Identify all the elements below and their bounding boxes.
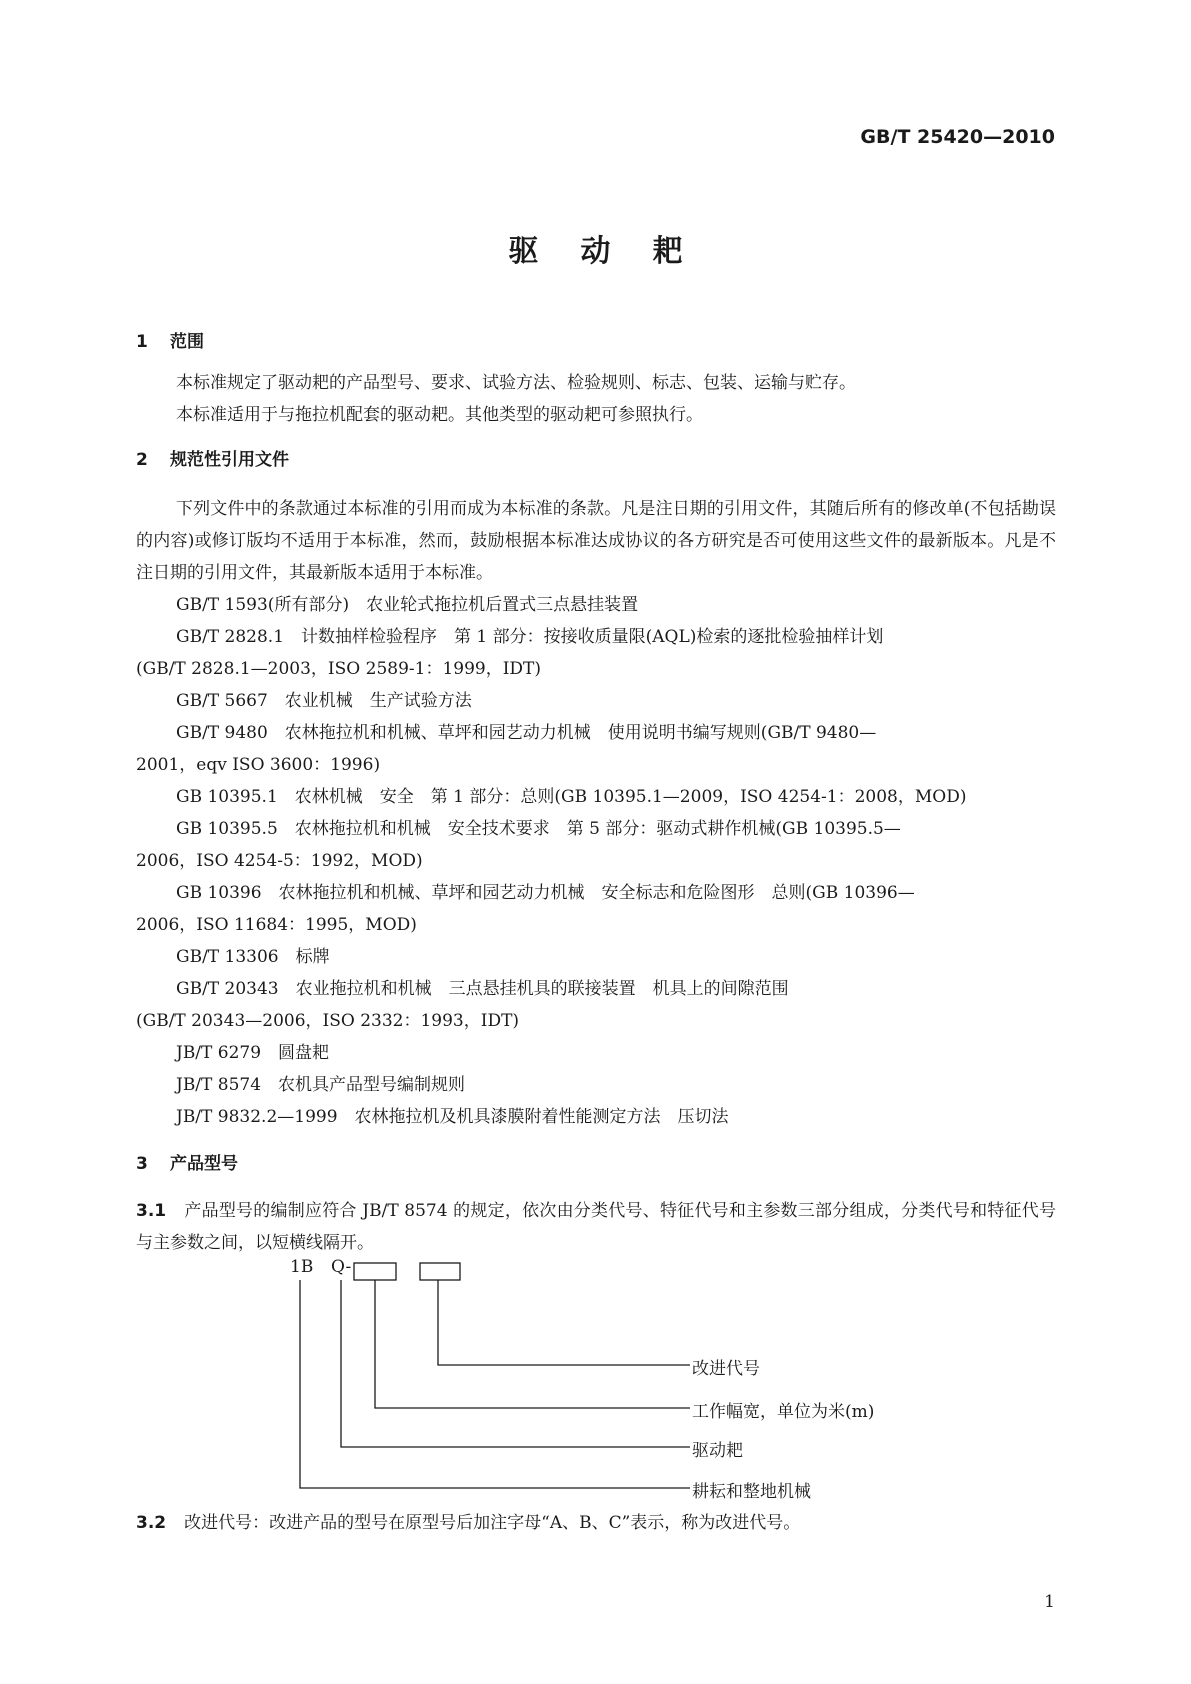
reference-item: GB/T 13306 标牌 [176, 947, 330, 967]
standard-number: GB/T 25420—2010 [860, 126, 1055, 148]
reference-item: GB/T 2828.1 计数抽样检验程序 第 1 部分：按接收质量限(AQL)检索的逐批检验抽样计划 [176, 627, 884, 647]
reference-item: GB/T 5667 农业机械 生产试验方法 [176, 691, 472, 711]
document-title: 驱动耙 [508, 234, 725, 269]
section-title: 范围 [170, 332, 204, 352]
reference-item: GB 10395.5 农林拖拉机和机械 安全技术要求 第 5 部分：驱动式耕作机械(GB 10395.5— [176, 819, 901, 839]
scope-paragraph-2: 本标准适用于与拖拉机配套的驱动耙。其他类型的驱动耙可参照执行。 [176, 405, 703, 425]
reference-item: GB/T 20343 农业拖拉机和机械 三点悬挂机具的联接装置 机具上的间隙范围 [176, 979, 789, 999]
section-number: 1 [136, 332, 148, 352]
reference-item-continuation: 2006，ISO 4254-5：1992，MOD) [136, 851, 423, 871]
reference-item: GB 10396 农林拖拉机和机械、草坪和园艺动力机械 安全标志和危险图形 总则(GB 10396— [176, 883, 915, 903]
section-number: 3 [136, 1154, 148, 1174]
diagram-code-1b: 1B [290, 1257, 314, 1277]
leader-line-working-width [375, 1280, 690, 1408]
reference-item: GB 10395.1 农林机械 安全 第 1 部分：总则(GB 10395.1—2009，ISO 4254-1：2008，MOD) [176, 787, 967, 807]
reference-item-continuation: (GB/T 20343—2006，ISO 2332：1993，IDT) [136, 1011, 520, 1031]
section-title: 产品型号 [170, 1154, 238, 1174]
diagram-label-improvement-code: 改进代号 [692, 1359, 760, 1379]
diagram-label-working-width: 工作幅宽，单位为米(m) [692, 1402, 875, 1422]
reference-item-continuation: (GB/T 2828.1—2003，ISO 2589-1：1999，IDT) [136, 659, 542, 679]
width-parameter-box [354, 1263, 396, 1280]
clause-number: 3.1 [136, 1201, 167, 1221]
section-number: 2 [136, 450, 148, 470]
reference-item-continuation: 2006，ISO 11684：1995，MOD) [136, 915, 417, 935]
leader-line-improvement-code [438, 1280, 690, 1365]
improvement-code-box [420, 1263, 460, 1280]
clause-text: 改进代号：改进产品的型号在原型号后加注字母“A、B、C”表示，称为改进代号。 [184, 1513, 801, 1533]
reference-item: GB/T 1593(所有部分) 农业轮式拖拉机后置式三点悬挂装置 [176, 595, 639, 615]
clause-number: 3.2 [136, 1513, 167, 1533]
reference-item-continuation: 2001，eqv ISO 3600：1996) [136, 755, 381, 775]
reference-item: GB/T 9480 农林拖拉机和机械、草坪和园艺动力机械 使用说明书编写规则(GB/T 9480— [176, 723, 877, 743]
section-title: 规范性引用文件 [170, 450, 289, 470]
clause-3-2 [136, 1507, 1056, 1539]
reference-item: JB/T 9832.2—1999 农林拖拉机及机具漆膜附着性能测定方法 压切法 [176, 1107, 729, 1127]
clause-text: 产品型号的编制应符合 JB/T 8574 的规定，依次由分类代号、特征代号和主参数三部分组成，分类代号和特征代号与主参数之间，以短横线隔开。 [136, 1201, 1056, 1253]
leader-line-drive-harrow [341, 1280, 690, 1447]
reference-item: JB/T 6279 圆盘耙 [176, 1043, 330, 1063]
reference-item: JB/T 8574 农机具产品型号编制规则 [176, 1075, 466, 1095]
diagram-code-q: Q- [331, 1257, 352, 1277]
scope-paragraph-1: 本标准规定了驱动耙的产品型号、要求、试验方法、检验规则、标志、包装、运输与贮存。 [176, 373, 856, 393]
leader-line-tillage-machinery [300, 1280, 690, 1488]
diagram-label-drive-harrow: 驱动耙 [692, 1441, 743, 1461]
page-number: 1 [1044, 1592, 1055, 1612]
diagram-label-tillage-machinery: 耕耘和整地机械 [692, 1482, 811, 1502]
references-intro: 下列文件中的条款通过本标准的引用而成为本标准的条款。凡是注日期的引用文件，其随后所有的修改单(不包括勘误的内容)或修订版均不适用于本标准，然而，鼓励根据本标准达成协议的各方研究是否可使用这些文件的最新版本。凡是不注日期的引用文件，其最新版本适用于本标准。 [136, 499, 1056, 583]
